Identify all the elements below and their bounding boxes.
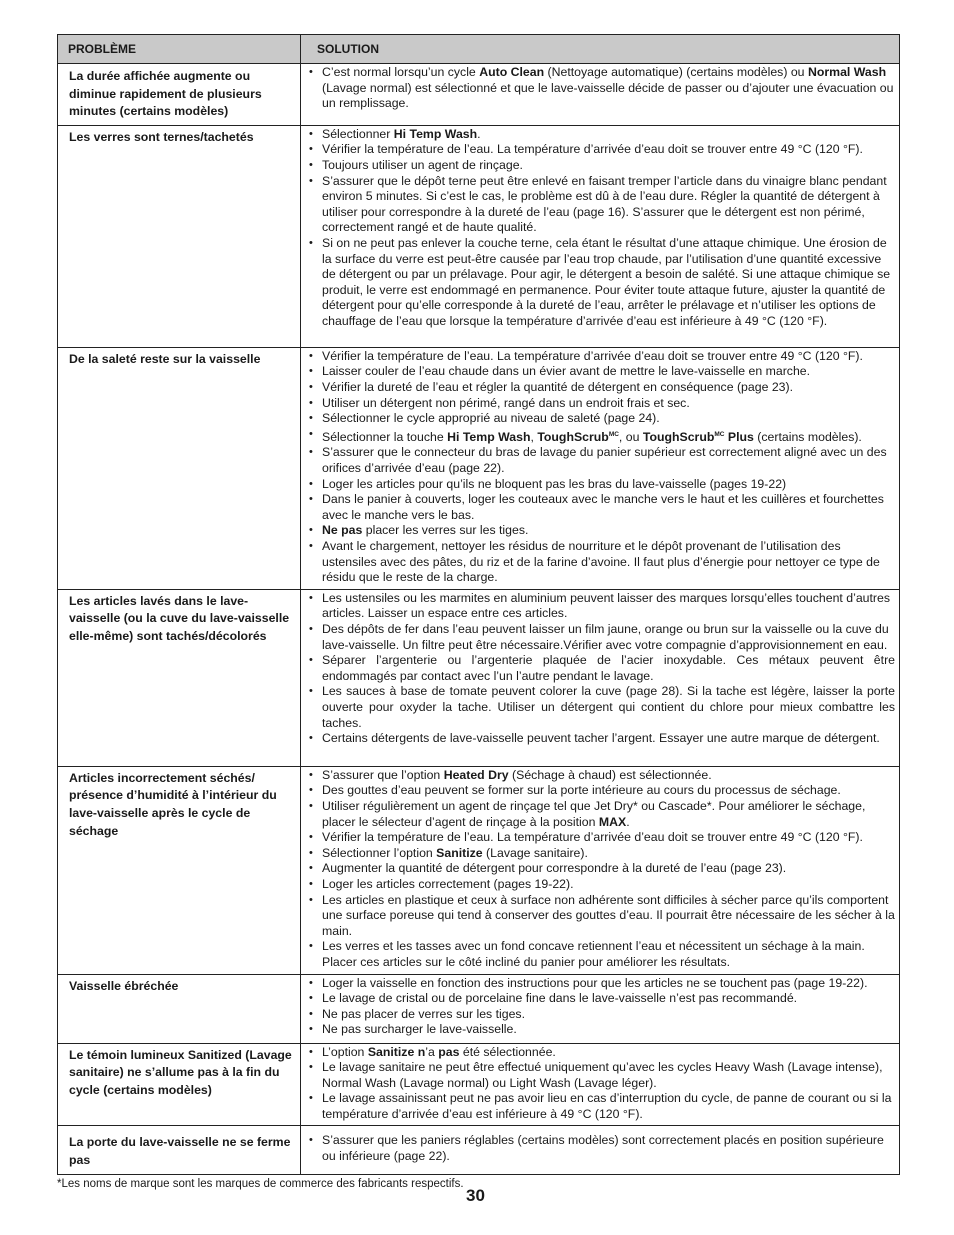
solution-item: • Les verres et les tasses avec un fond concave retiennent l’eau et nécessitent un séchage à la main. Placer ces articles sur le côté incliné du panier pour améliorer les résultats.	[308, 939, 895, 970]
problem-cell: De la saleté reste sur la vaisselle	[58, 347, 301, 589]
solution-item: • Ne pas placer les verres sur les tiges.	[308, 523, 895, 539]
solution-item: • Laisser couler de l’eau chaude dans un évier avant de mettre le lave-vaisselle en marche.	[308, 364, 895, 380]
table-body	[58, 64, 900, 1175]
table-row	[58, 589, 900, 766]
solution-item: • Des dépôts de fer dans l’eau peuvent laisser un film jaune, orange ou brun sur la vaisselle ou la cuve du lave-vaisselle. Un filtre peut être nécessaire.Vérifier avec votre compagnie d’approvisionnement en eau.	[308, 622, 895, 653]
problem-cell: Vaisselle ébréchée	[58, 974, 301, 1043]
solution-item: • Sélectionner le cycle approprié au niveau de saleté (page 24).	[308, 411, 895, 427]
troubleshooting-page	[57, 34, 899, 1190]
solution-item: • Toujours utiliser un agent de rinçage.	[308, 158, 895, 174]
solution-list	[308, 1045, 895, 1123]
solution-item: • Le lavage assainissant peut ne pas avoir lieu en cas d’interruption du cycle, de panne de courant ou si la température d’arrivée d’eau est inférieure à 49 °C (120 °F).	[308, 1091, 895, 1122]
table-row	[58, 125, 900, 347]
solution-list	[308, 1133, 895, 1164]
problem-cell: La durée affichée augmente ou diminue rapidement de plusieurs minutes (certains modèles)	[58, 64, 301, 126]
solution-item: • Loger les articles pour qu’ils ne bloquent pas les bras du lave-vaisselle (pages 19-22)	[308, 477, 895, 493]
solution-item: • S’assurer que le connecteur du bras de lavage du panier supérieur est correctement aligné avec un des orifices d’arrivée d’eau (page 22).	[308, 445, 895, 476]
page-number: 30	[466, 1186, 485, 1205]
problem-column-header: PROBLÈME	[58, 35, 301, 64]
solution-item: • Ne pas surcharger le lave-vaisselle.	[308, 1022, 895, 1038]
solution-item: • Avant le chargement, nettoyer les résidus de nourriture et le dépôt provenant de l’utilisation des ustensiles avec des pâtes, du riz et de la farine d’avoine. Il faut plus d’énergie pour nettoyer ce type de résidu que le reste de la charge.	[308, 539, 895, 586]
solution-cell	[301, 125, 900, 347]
solution-item: • Certains détergents de lave-vaisselle peuvent tacher l’argent. Essayer une autre marque de détergent.	[308, 731, 895, 747]
table-row	[58, 974, 900, 1043]
problem-cell: Les verres sont ternes/tachetés	[58, 125, 301, 347]
solution-item: • Vérifier la température de l’eau. La température d’arrivée d’eau doit se trouver entre 49 °C (120 °F).	[308, 349, 895, 365]
solution-item: • Loger la vaisselle en fonction des instructions pour que les articles ne se touchent pas (page 19-22).	[308, 976, 895, 992]
solution-item: • Le lavage de cristal ou de porcelaine fine dans le lave-vaisselle n’est pas recommandé.	[308, 991, 895, 1007]
solution-cell	[301, 64, 900, 126]
solution-list	[308, 768, 895, 971]
problem-cell: Articles incorrectement séchés/ présence d’humidité à l’intérieur du lave-vaisselle après le cycle de séchage	[58, 766, 301, 974]
solution-item: • Utiliser régulièrement un agent de rinçage tel que Jet Dry* ou Cascade*. Pour améliorer le séchage, placer le sélecteur d’agent de rinçage à la position MAX.	[308, 799, 895, 830]
solution-item: • Sélectionner l’option Sanitize (Lavage sanitaire).	[308, 846, 895, 862]
problem-cell: Le témoin lumineux Sanitized (Lavage sanitaire) ne s’allume pas à la fin du cycle (certains modèles)	[58, 1043, 301, 1126]
table-row	[58, 766, 900, 974]
solution-item: • Les ustensiles ou les marmites en aluminium peuvent laisser des marques lorsqu’elles touchent d’autres articles. Laisser un espace entre ces articles.	[308, 591, 895, 622]
table-row	[58, 347, 900, 589]
solution-item: • Les sauces à base de tomate peuvent colorer la cuve (page 28). Si la tache est légère, laisser la porte ouverte pour oxyder la tache. Utiliser un détergent qui contient du chlore pour mieux combattre les taches.	[308, 684, 895, 731]
solution-item: • Vérifier la température de l’eau. La température d’arrivée d’eau doit se trouver entre 49 °C (120 °F).	[308, 830, 895, 846]
solution-cell	[301, 589, 900, 766]
solution-cell	[301, 1043, 900, 1126]
solution-item: • Si on ne peut pas enlever la couche terne, cela étant le résultat d’une attaque chimique. Une érosion de la surface du verre est peut-être causée par l’eau trop chaude, par l’utilisation d’une quantité excessive de détergent ou par un prélavage. Pour agir, le détergent a besoin de salété. Si une attaque chimique se produit, le verre est endommagé en permanence. Pour éviter toute attaque future, ajuster la quantité de détergent pour qu’elle corresponde à la dureté de l’eau, arrêter le prélavage et n’utiliser les options de chauffage de l’eau que lorsque la température d’arrivée d’eau est inférieure à 49 °C (120 °F).	[308, 236, 895, 330]
solution-cell	[301, 974, 900, 1043]
solution-item: • Augmenter la quantité de détergent pour correspondre à la dureté de l’eau (page 23).	[308, 861, 895, 877]
solution-item: • C’est normal lorsqu’un cycle Auto Clean (Nettoyage automatique) (certains modèles) ou Normal Wash (Lavage normal) est sélectionné et que le lave-vaisselle décide de passer ou d’ajouter une évacuation ou un remplissage.	[308, 65, 895, 112]
problem-cell: La porte du lave-vaisselle ne se ferme pas	[58, 1126, 301, 1174]
table-row	[58, 64, 900, 126]
solution-item: • Dans le panier à couverts, loger les couteaux avec le manche vers le haut et les cuillères et fourchettes avec le manche vers le bas.	[308, 492, 895, 523]
solution-item: • Sélectionner la touche Hi Temp Wash, ToughScrub$^{MC}$, ou ToughScrub$^{MC}$ Plus (certains modèles).	[308, 427, 895, 446]
solution-item: • Loger les articles correctement (pages 19-22).	[308, 877, 895, 893]
solution-list	[308, 976, 895, 1038]
solution-item: • S’assurer que le dépôt terne peut être enlevé en faisant tremper l’article dans du vinaigre blanc pendant environ 5 minutes. Si c’est le cas, le problème est dû à de l’eau dure. Régler la quantité de détergent à utiliser pour correspondre à la dureté de l’eau (page 16). S’assurer que le détergent est non périmé, correctement rangé et de haute qualité.	[308, 174, 895, 236]
problem-cell: Les articles lavés dans le lave-vaisselle (ou la cuve du lave-vaisselle elle-même) sont tachés/décolorés	[58, 589, 301, 766]
troubleshooting-table	[57, 34, 900, 1175]
footnote: *Les noms de marque sont les marques de commerce des fabricants respectifs.	[57, 1177, 464, 1190]
table-row	[58, 1043, 900, 1126]
solution-item: • Utiliser un détergent non périmé, rangé dans un endroit frais et sec.	[308, 396, 895, 412]
solution-list	[308, 65, 895, 112]
solution-cell	[301, 1126, 900, 1174]
solution-list	[308, 349, 895, 586]
solution-column-header: SOLUTION	[301, 35, 900, 64]
solution-item: • S’assurer que les paniers réglables (certains modèles) sont correctement placés en position supérieure ou inférieure (page 22).	[308, 1133, 895, 1164]
solution-item: • Le lavage sanitaire ne peut être effectué uniquement qu’avec les cycles Heavy Wash (Lavage intense), Normal Wash (Lavage normal) ou Light Wash (Lavage léger).	[308, 1060, 895, 1091]
solution-item: • Ne pas placer de verres sur les tiges.	[308, 1007, 895, 1023]
solution-item: • S’assurer que l’option Heated Dry (Séchage à chaud) est sélectionnée.	[308, 768, 895, 784]
solution-list	[308, 127, 895, 330]
solution-list	[308, 591, 895, 747]
solution-item: • L’option Sanitize n’a pas été sélectionnée.	[308, 1045, 895, 1061]
table-header-row	[58, 35, 900, 64]
solution-item: • Vérifier la dureté de l’eau et régler la quantité de détergent en conséquence (page 23).	[308, 380, 895, 396]
solution-item: • Sélectionner Hi Temp Wash.	[308, 127, 895, 143]
solution-item: • Séparer l’argenterie ou l’argenterie plaquée de l’acier inoxydable. Ces métaux peuvent être endommagés par contact avec l’un l’autre pendant le lavage.	[308, 653, 895, 684]
solution-cell	[301, 766, 900, 974]
solution-item: • Des gouttes d’eau peuvent se former sur la porte intérieure au cours du processus de séchage.	[308, 783, 895, 799]
solution-cell	[301, 347, 900, 589]
solution-item: • Les articles en plastique et ceux à surface non adhérente sont difficiles à sécher parce qu’ils comportent une surface poreuse qui tend à conserver des gouttes d’eau. Il pourrait être nécessaire de les sécher à la main.	[308, 893, 895, 940]
table-row	[58, 1126, 900, 1174]
solution-item: • Vérifier la température de l’eau. La température d’arrivée d’eau doit se trouver entre 49 °C (120 °F).	[308, 142, 895, 158]
